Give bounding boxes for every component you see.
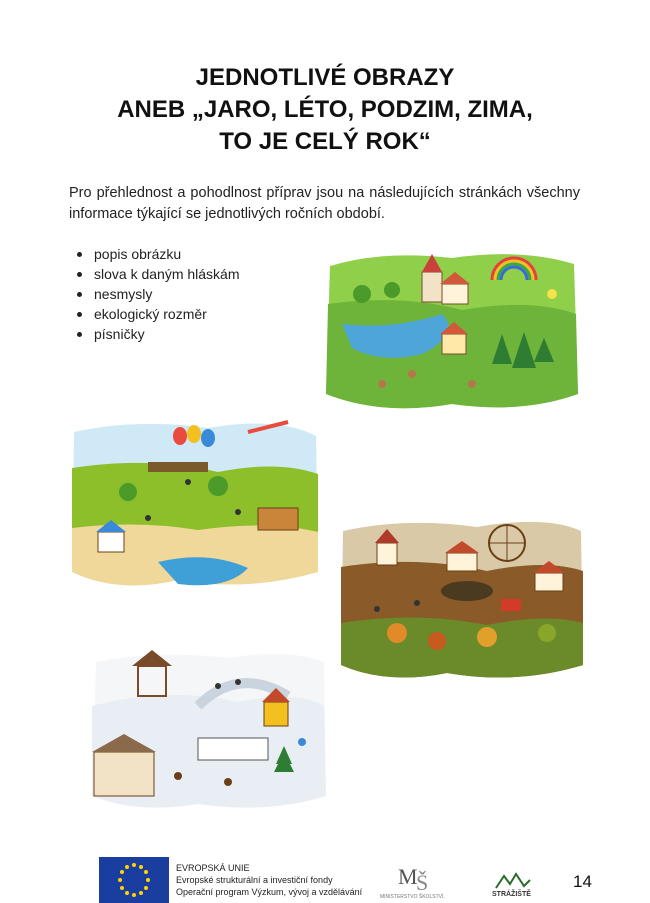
eu-flag-icon bbox=[99, 857, 169, 903]
page-number: 14 bbox=[573, 872, 592, 891]
bullet-icon bbox=[77, 332, 82, 337]
straziste-logo-icon bbox=[490, 866, 536, 901]
eu-line-1: EVROPSKÁ UNIE bbox=[176, 863, 250, 873]
list-item-label: nesmysly bbox=[94, 286, 153, 302]
title-line-1: JEDNOTLIVÉ OBRAZY bbox=[195, 64, 455, 91]
list-item-label: ekologický rozměr bbox=[94, 306, 207, 322]
svg-text:M: M bbox=[398, 864, 418, 889]
msmt-logo-icon bbox=[376, 856, 466, 901]
list-item-label: popis obrázku bbox=[94, 246, 182, 262]
winter-illustration bbox=[88, 646, 328, 814]
list-item bbox=[74, 324, 240, 344]
bullet-icon bbox=[77, 292, 82, 297]
list-item-label: písničky bbox=[94, 326, 145, 342]
spring-illustration bbox=[322, 244, 580, 416]
list-item bbox=[74, 284, 240, 304]
title-line-2: ANEB „JARO, LÉTO, PODZIM, ZIMA, bbox=[117, 96, 533, 123]
topics-list bbox=[74, 244, 240, 344]
title-line-3: TO JE CELÝ ROK“ bbox=[219, 128, 431, 155]
summer-illustration bbox=[68, 412, 320, 595]
page-title bbox=[0, 62, 650, 158]
bullet-icon bbox=[77, 272, 82, 277]
eu-line-2: Evropské strukturální a investiční fondy bbox=[176, 875, 333, 885]
svg-text:MINISTERSTVO ŠKOLSTVÍ,: MINISTERSTVO ŠKOLSTVÍ, bbox=[380, 894, 445, 900]
svg-text:STRÁŽIŠTĚ: STRÁŽIŠTĚ bbox=[492, 891, 531, 898]
svg-text:Š: Š bbox=[416, 870, 429, 895]
bullet-icon bbox=[77, 312, 82, 317]
eu-funding-text bbox=[176, 862, 362, 898]
list-item bbox=[74, 304, 240, 324]
list-item-label: slova k daným hláskám bbox=[94, 266, 240, 282]
eu-line-3: Operační program Výzkum, vývoj a vzdělávání bbox=[176, 887, 363, 897]
autumn-illustration bbox=[337, 513, 585, 685]
bullet-icon bbox=[77, 252, 82, 257]
list-item bbox=[74, 264, 240, 284]
list-item bbox=[74, 244, 240, 264]
intro-paragraph: Pro přehlednost a pohodlnost příprav jsou na následujících stránkách všechny informace týkající se jednotlivých ročních období. bbox=[69, 185, 580, 222]
